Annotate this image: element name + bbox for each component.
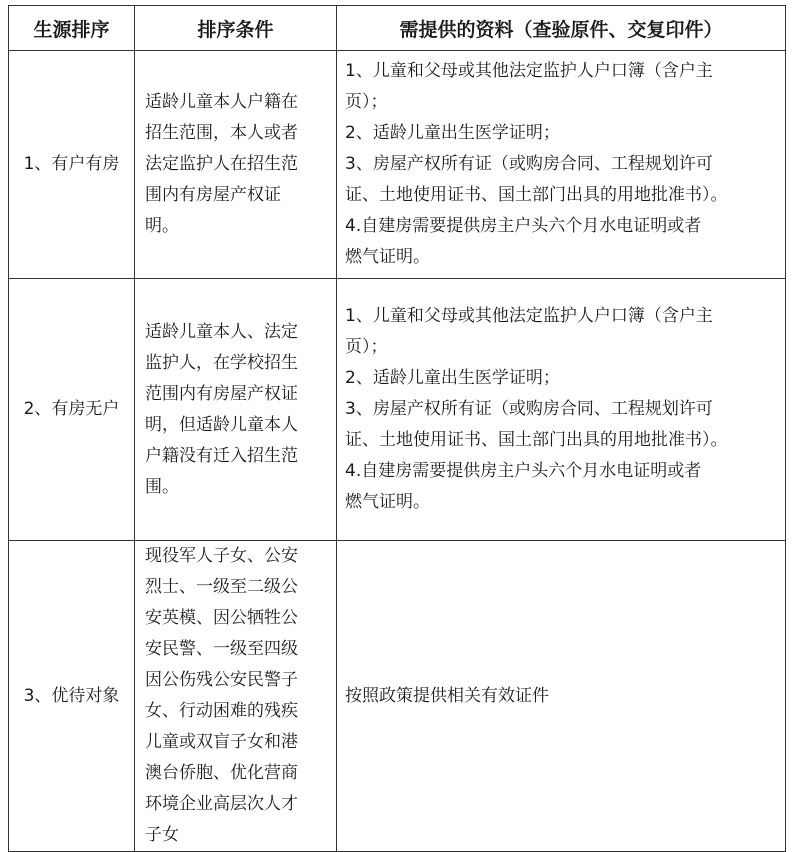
condition-line: 因公伤残公安民警子 xyxy=(145,670,298,690)
condition-line: 现役军人子女、公安 xyxy=(145,546,298,566)
table-row xyxy=(9,541,786,852)
row-materials xyxy=(337,51,786,279)
condition-line: 户籍没有迁入招生范 xyxy=(145,445,298,466)
row-condition xyxy=(135,51,337,279)
condition-line: 监护人，在学校招生 xyxy=(145,352,298,373)
row-order: 3、优待对象 xyxy=(9,541,135,852)
condition-line: 澳台侨胞、优化营商 xyxy=(145,763,298,783)
condition-line: 明。 xyxy=(145,216,179,236)
material-line: 页）； xyxy=(345,92,388,112)
enrollment-table xyxy=(8,5,786,852)
material-line: 2、适龄儿童出生医学证明； xyxy=(345,368,560,388)
condition-line: 适龄儿童本人、法定 xyxy=(145,321,298,342)
condition-line: 安英模、因公牺牲公 xyxy=(145,608,298,628)
condition-line: 适龄儿童本人户籍在 xyxy=(145,92,298,112)
condition-line: 儿童或双盲子女和港 xyxy=(145,732,298,752)
row-order: 2、有房无户 xyxy=(9,279,135,541)
condition-line: 子女 xyxy=(145,825,179,845)
material-line: 页）； xyxy=(345,337,388,357)
row-condition xyxy=(135,279,337,541)
material-line: 按照政策提供相关有效证件 xyxy=(345,685,549,706)
condition-line: 女、行动困难的残疾 xyxy=(145,701,298,721)
condition-line: 围。 xyxy=(145,476,179,497)
condition-line: 围内有房屋产权证 xyxy=(145,185,281,205)
header-row xyxy=(9,6,786,51)
condition-line: 安民警、一级至四级 xyxy=(145,639,298,659)
header-materials: 需提供的资料（查验原件、交复印件） xyxy=(337,6,786,51)
condition-line: 环境企业高层次人才 xyxy=(145,794,298,814)
material-line: 4.自建房需要提供房主户头六个月水电证明或者 xyxy=(345,216,702,236)
condition-line: 范围内有房屋产权证 xyxy=(145,383,298,404)
material-line: 4.自建房需要提供房主户头六个月水电证明或者 xyxy=(345,461,702,481)
condition-line: 明，但适龄儿童本人 xyxy=(145,414,298,435)
material-line: 证、土地使用证书、国土部门出具的用地批准书）。 xyxy=(345,430,728,450)
condition-line: 招生范围，本人或者 xyxy=(145,123,298,143)
table-row xyxy=(9,279,786,541)
header-condition: 排序条件 xyxy=(135,6,337,51)
material-line: 燃气证明。 xyxy=(345,492,430,512)
row-materials xyxy=(337,279,786,541)
row-condition xyxy=(135,541,337,852)
material-line: 2、适龄儿童出生医学证明； xyxy=(345,123,560,143)
material-line: 1、儿童和父母或其他法定监护人户口簿（含户主 xyxy=(345,61,713,81)
material-line: 3、房屋产权所有证（或购房合同、工程规划许可 xyxy=(345,399,713,419)
row-materials xyxy=(337,541,786,852)
row-order: 1、有户有房 xyxy=(9,51,135,279)
table-row xyxy=(9,51,786,279)
material-line: 证、土地使用证书、国土部门出具的用地批准书）。 xyxy=(345,185,728,205)
condition-line: 法定监护人在招生范 xyxy=(145,154,298,174)
material-line: 3、房屋产权所有证（或购房合同、工程规划许可 xyxy=(345,154,713,174)
condition-line: 烈士、一级至二级公 xyxy=(145,577,298,597)
material-line: 1、儿童和父母或其他法定监护人户口簿（含户主 xyxy=(345,306,713,326)
header-order: 生源排序 xyxy=(9,6,135,51)
material-line: 燃气证明。 xyxy=(345,247,430,267)
